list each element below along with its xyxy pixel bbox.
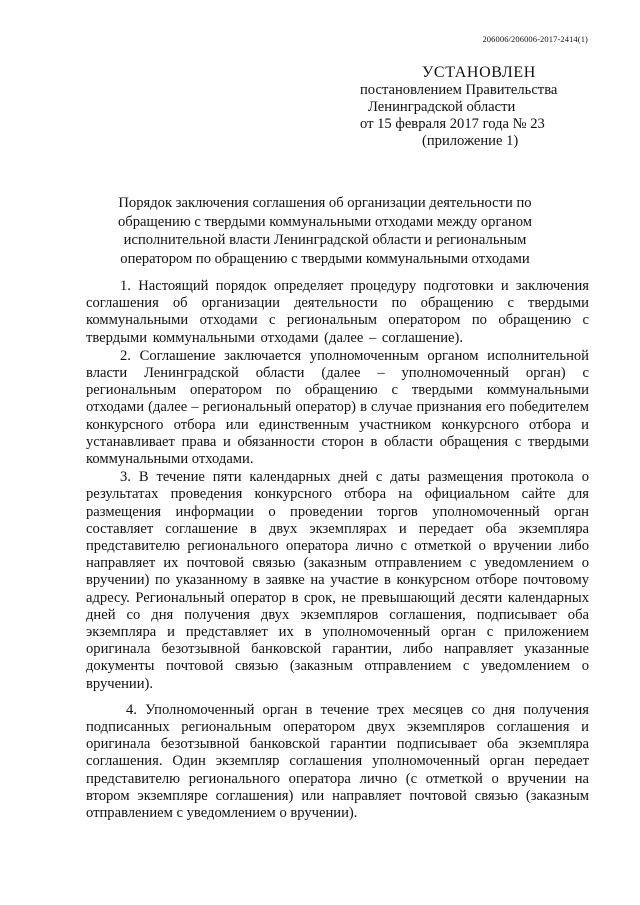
document-id: 206006/206006-2017-2414(1) xyxy=(482,34,588,44)
paragraph-2: 2. Соглашение заключается уполномоченным органом исполнительной власти Ленинградской области (далее – уполномоченный орган) с региональным оператором по обращению с твердыми коммунальными отходами (далее – региональный оператор) в случае признания его победителем конкурсного отбора или единственным участником конкурсного отбора и устанавливает права и обязанности сторон в области обращения с твердыми коммунальными отходами. xyxy=(86,347,589,468)
paragraph-3: 3. В течение пяти календарных дней с даты размещения протокола о результатах проведения конкурсного отбора на официальном сайте для размещения информации о проведении торгов уполномоченный орган составляет соглашение в двух экземплярах и передает оба экземпляра представителю регионального оператора лично с отметкой о вручении либо направляет их почтовой связью (заказным отправлением с уведомлением о вручении) по указанному в заявке на участие в конкурсном отборе почтовому адресу. Региональный оператор в срок, не превышающий десяти календарных дней со дня получения двух экземпляров соглашения, подписывает оба экземпляра и представляет их в уполномоченный орган с приложением оригинала безотзывной банковской гарантии, либо направляет указанные документы почтовой связью (заказным отправлением с уведомлением о вручении). xyxy=(86,469,589,692)
document-title: Порядок заключения соглашения об организации деятельности по обращению с твердыми коммунальными отходами между органом исполнительной власти Ленинградской области и региональным оператором по обращению с твердыми коммунальными отходами xyxy=(118,195,532,267)
approval-line-3: от 15 февраля 2017 года № 23 xyxy=(360,116,545,132)
approval-line-4: (приложение 1) xyxy=(422,133,519,149)
paragraph-4: 4. Уполномоченный орган в течение трех месяцев со дня получения подписанных региональным оператором двух экземпляров соглашения и оригинала безотзывной банковской гарантии подписывает оба экземпляра соглашения. Один экземпляр соглашения уполномоченный орган передает представителю регионального оператора лично (с отметкой о вручении на втором экземпляре соглашения) или направляет почтовой связью (заказным отправлением с уведомлением о вручении). xyxy=(86,701,589,822)
document-body xyxy=(86,278,589,823)
approval-line-2: Ленинградской области xyxy=(368,99,516,115)
approval-heading: УСТАНОВЛЕН xyxy=(422,64,536,81)
approval-stamp xyxy=(360,64,600,150)
approval-line-1: постановлением Правительства xyxy=(360,82,558,98)
paragraph-1: 1. Настоящий порядок определяет процедуру подготовки и заключения соглашения об организации деятельности по обращению с твердыми коммунальными отходами с региональным оператором по обращению с твердыми коммунальными отходами (далее – соглашение). xyxy=(86,278,589,346)
